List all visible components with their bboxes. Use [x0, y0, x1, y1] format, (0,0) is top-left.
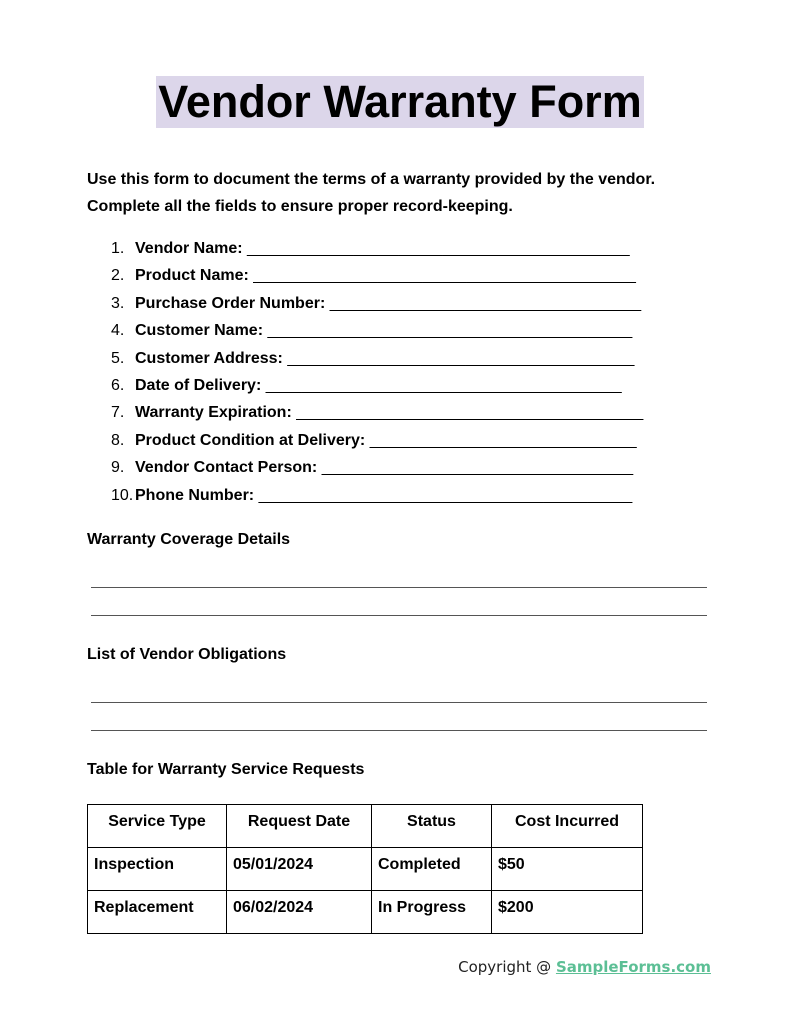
field-number: 1. — [111, 240, 125, 257]
section-heading-obligations: List of Vendor Obligations — [87, 646, 287, 663]
field-number: 7. — [111, 404, 125, 422]
field-blank-line[interactable]: ______________________________ — [369, 431, 637, 449]
table-cell: $200 — [492, 891, 643, 934]
table-cell: In Progress — [372, 891, 492, 934]
field-label: Vendor Contact Person: — [135, 459, 318, 477]
column-header: Status — [372, 805, 492, 848]
section-heading-table: Table for Warranty Service Requests — [87, 761, 365, 778]
column-header: Request Date — [227, 805, 372, 848]
field-number: 4. — [111, 322, 125, 340]
field-number: 6. — [111, 376, 125, 394]
field-blank-line[interactable]: ___________________________________ — [321, 459, 634, 477]
intro-line-1: Use this form to document the terms of a warranty provided by the vendor. — [87, 171, 656, 188]
table-row — [88, 848, 643, 891]
field-blank-line[interactable]: _______________________________________ — [287, 349, 635, 367]
obligations-line-1[interactable] — [91, 702, 707, 703]
obligations-line-2[interactable] — [91, 730, 707, 731]
field-label: Vendor Name: — [135, 240, 243, 257]
field-blank-line[interactable]: ___________________________________________ — [253, 267, 636, 285]
field-label: Warranty Expiration: — [135, 404, 292, 422]
intro-text — [87, 166, 727, 220]
field-label: Purchase Order Number: — [135, 294, 326, 312]
table-cell: 05/01/2024 — [227, 848, 372, 891]
table-cell: $50 — [492, 848, 643, 891]
field-number: 5. — [111, 349, 125, 367]
field-blank-line[interactable]: __________________________________________ — [258, 486, 633, 504]
field-number: 8. — [111, 431, 125, 449]
coverage-line-1[interactable] — [91, 587, 707, 588]
field-blank-line[interactable]: ________________________________________ — [265, 376, 622, 394]
field-blank-line[interactable]: _________________________________________ — [267, 322, 633, 340]
table-cell: Inspection — [88, 848, 227, 891]
copyright-footer — [458, 958, 711, 976]
field-number: 3. — [111, 294, 125, 312]
section-heading-coverage: Warranty Coverage Details — [87, 531, 291, 548]
field-label: Customer Address: — [135, 349, 283, 367]
table-cell: Completed — [372, 848, 492, 891]
intro-line-2: Complete all the fields to ensure proper record-keeping. — [87, 198, 513, 215]
table-header-row — [88, 805, 643, 848]
brand-link[interactable]: SampleForms.com — [555, 958, 711, 976]
field-number: 9. — [111, 459, 125, 477]
field-blank-line[interactable]: _______________________________________ — [296, 404, 644, 422]
field-blank-line[interactable]: ___________________________________________ — [247, 240, 630, 257]
field-label: Product Name: — [135, 267, 249, 285]
field-label: Customer Name: — [135, 322, 264, 340]
column-header: Cost Incurred — [492, 805, 643, 848]
copyright-prefix: Copyright @ — [458, 958, 556, 976]
field-label: Date of Delivery: — [135, 376, 262, 394]
form-title: Vendor Warranty Form — [158, 76, 642, 127]
field-label: Product Condition at Delivery: — [135, 431, 366, 449]
title-container — [0, 76, 800, 128]
column-header: Service Type — [88, 805, 227, 848]
field-label: Phone Number: — [135, 486, 255, 504]
table-row — [88, 891, 643, 934]
field-number: 2. — [111, 267, 125, 285]
table-cell: 06/02/2024 — [227, 891, 372, 934]
field-number: 10. — [111, 486, 134, 504]
table-cell: Replacement — [88, 891, 227, 934]
coverage-line-2[interactable] — [91, 615, 707, 616]
service-requests-table — [87, 804, 643, 934]
field-blank-line[interactable]: ___________________________________ — [329, 294, 642, 312]
